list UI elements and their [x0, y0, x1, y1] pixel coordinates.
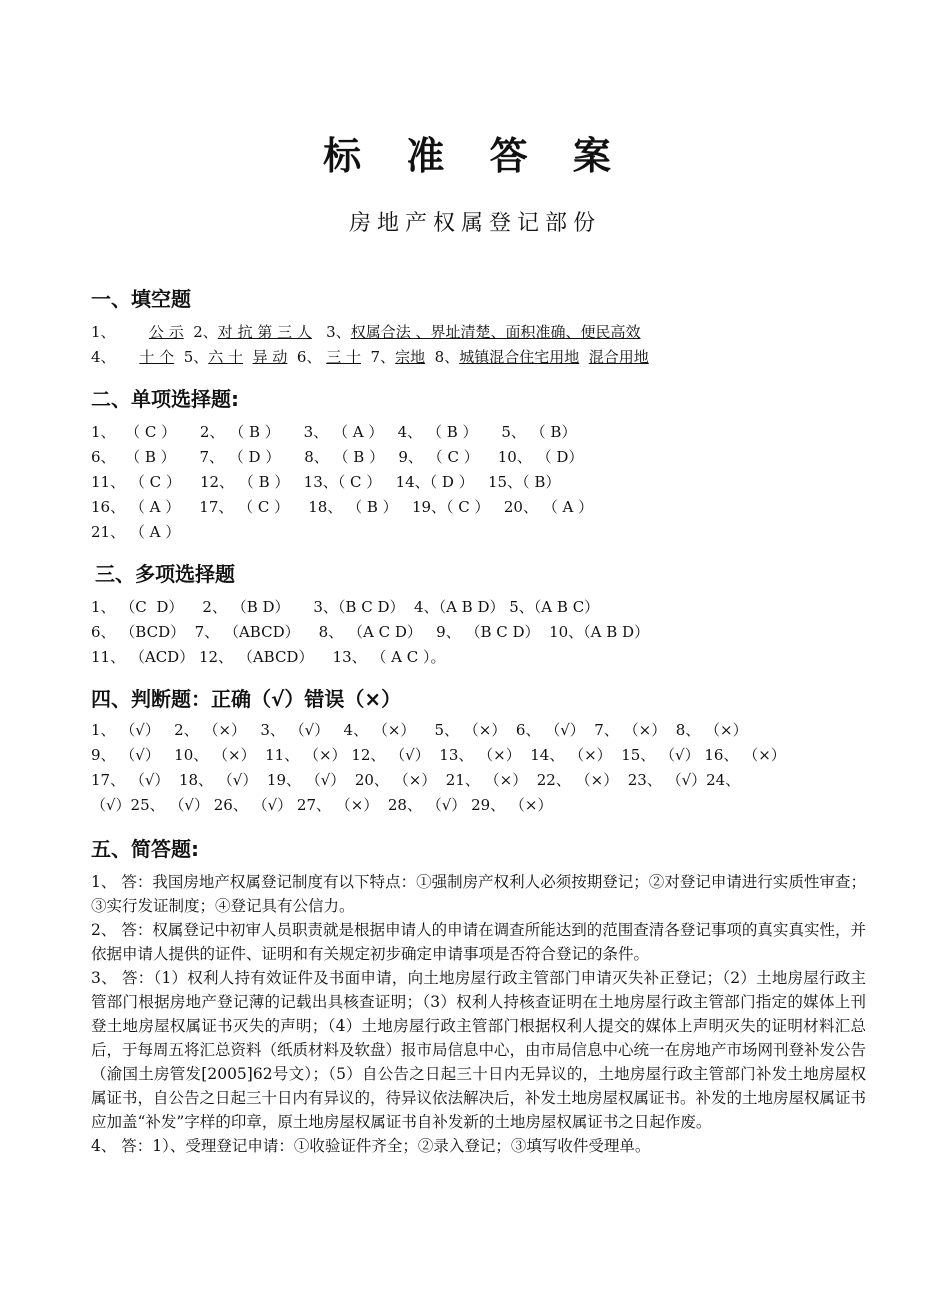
answer-line: 16、 （ A ） 17、 （ C ） 18、 （ B ） 19、（ C ） 20、 （ A ） — [91, 498, 594, 516]
short-answer-block — [91, 870, 866, 1158]
answer-line: 11、 （ACD） 12、 （ABCD） 13、 （ A C ）。 — [91, 648, 446, 666]
section-heading-multiple-choice: 三、多项选择题 — [95, 562, 235, 586]
answer-paragraph: 2、 答：权属登记中初审人员职责就是根据申请人的申请在调查所能达到的范围查清各登记事项的真实真实性，并依据申请人提供的证件、证明和有关规定初步确定申请事项是否符合登记的条件。 — [91, 921, 866, 963]
section-heading-short-answer: 五、简答题: — [91, 837, 199, 861]
q-number: 1、 — [91, 323, 121, 341]
fill-blank-line-1 — [91, 322, 641, 342]
answer-line: 21、 （ A ） — [91, 523, 181, 541]
answer-blank: 宗地 — [395, 348, 426, 366]
answer-blank: 三 十 — [326, 348, 362, 366]
answer-paragraph: 1、 答：我国房地产权属登记制度有以下特点：①强制房产权利人必须按期登记；②对登记申请进行实质性审查；③实行发证制度；④登记具有公信力。 — [91, 873, 866, 915]
answer-blank: 六 十 — [208, 348, 244, 366]
q-number: 5、 — [174, 348, 209, 366]
answer-line: 17、 （√） 18、 （√） 19、 （√） 20、 （×） 21、 （×） 22、 （×） 23、 （√）24、 — [91, 771, 741, 789]
answer-blank: 城镇混合住宅用地 — [459, 348, 580, 366]
separator — [579, 348, 589, 366]
q-number: 7、 — [361, 348, 396, 366]
answer-line: 6、 （BCD） 7、 （ABCD） 8、 （A C D） 9、 （B C D） 10、（A B D） — [91, 623, 650, 641]
answer-blank: 异 动 — [252, 348, 288, 366]
q-number: 2、 — [183, 323, 218, 341]
answer-paragraph: 3、 答：（1）权利人持有效证件及书面申请，向土地房屋行政主管部门申请灭失补正登记；（2）土地房屋行政主管部门根据房地产登记薄的记载出具核查证明；（3）权利人持核查证明在土地房屋行政主管部门指定的媒体上刊登土地房屋权属证书灭失的声明；（4）土地房屋行政主管部门根据权利人提交的媒体上声明灭失的证明材料汇总后，于每周五将汇总资料（纸质材料及软盘）报市局信息中心，由市局信息中心统一在房地产市场网刊登补发公告（渝国土房管发[2005]62号文）；（5）自公告之日起三十日内无异议的，土地房屋行政主管部门补发土地房屋权属证书，自公告之日起三十日内有异议的，待异议依法解决后，补发土地房屋权属证书。补发的土地房屋权属证书应加盖“补发”字样的印章，原土地房屋权属证书自补发新的土地房屋权属证书之日起作废。 — [91, 969, 867, 1131]
answer-line: 11、 （ C ） 12、 （ B ） 13、（ C ） 14、（ D ） 15、（ B） — [91, 473, 561, 491]
answer-blank: 对 抗 第 三 人 — [217, 323, 312, 341]
answer-line: （√）25、 （√） 26、 （√） 27、 （×） 28、 （√） 29、 （×） — [91, 796, 553, 814]
section-heading-true-false: 四、判断题：正确（√）错误（×） — [91, 687, 402, 711]
q-number: 3、 — [311, 323, 351, 341]
answer-line: 6、 （ B ） 7、 （ D ） 8、 （ B ） 9、 （ C ） 10、 （ D） — [91, 448, 584, 466]
answer-blank: 公 示 — [148, 323, 184, 341]
q-number: 6、 — [287, 348, 327, 366]
answer-blank: 权属合法 、界址清楚、面积准确、便民高效 — [350, 323, 641, 341]
answer-blank: 混合用地 — [588, 348, 649, 366]
fill-blank-line-2 — [91, 347, 649, 367]
answer-line: 9、 （√） 10、 （×） 11、 （×） 12、 （√） 13、 （×） 14、 （×） 15、 （√） 16、 （×） — [91, 746, 786, 764]
separator — [243, 348, 253, 366]
answer-line: 1、 （√） 2、 （×） 3、 （√） 4、 （×） 5、 （×） 6、 （√） 7、 （×） 8、 （×） — [91, 721, 748, 739]
section-heading-fill-blank: 一、填空题 — [91, 287, 191, 311]
answer-paragraph: 4、 答：1）、受理登记申请：①收验证件齐全；②录入登记；③填写收件受理单。 — [91, 1137, 651, 1155]
q-number: 8、 — [425, 348, 460, 366]
page-title: 标 准 答 案 — [323, 133, 627, 178]
page-subtitle: 房地产权属登记部份 — [348, 211, 601, 236]
answer-blank: 十 个 — [139, 348, 175, 366]
answer-line: 1、 （ C ） 2、 （ B ） 3、 （ A ） 4、 （ B ） 5、 （ B） — [91, 423, 577, 441]
answer-line: 1、 （C D） 2、 （B D） 3、（B C D） 4、（A B D） 5、（A B C） — [91, 598, 600, 616]
section-heading-single-choice: 二、单项选择题: — [91, 387, 239, 411]
q-number: 4、 — [91, 348, 121, 366]
